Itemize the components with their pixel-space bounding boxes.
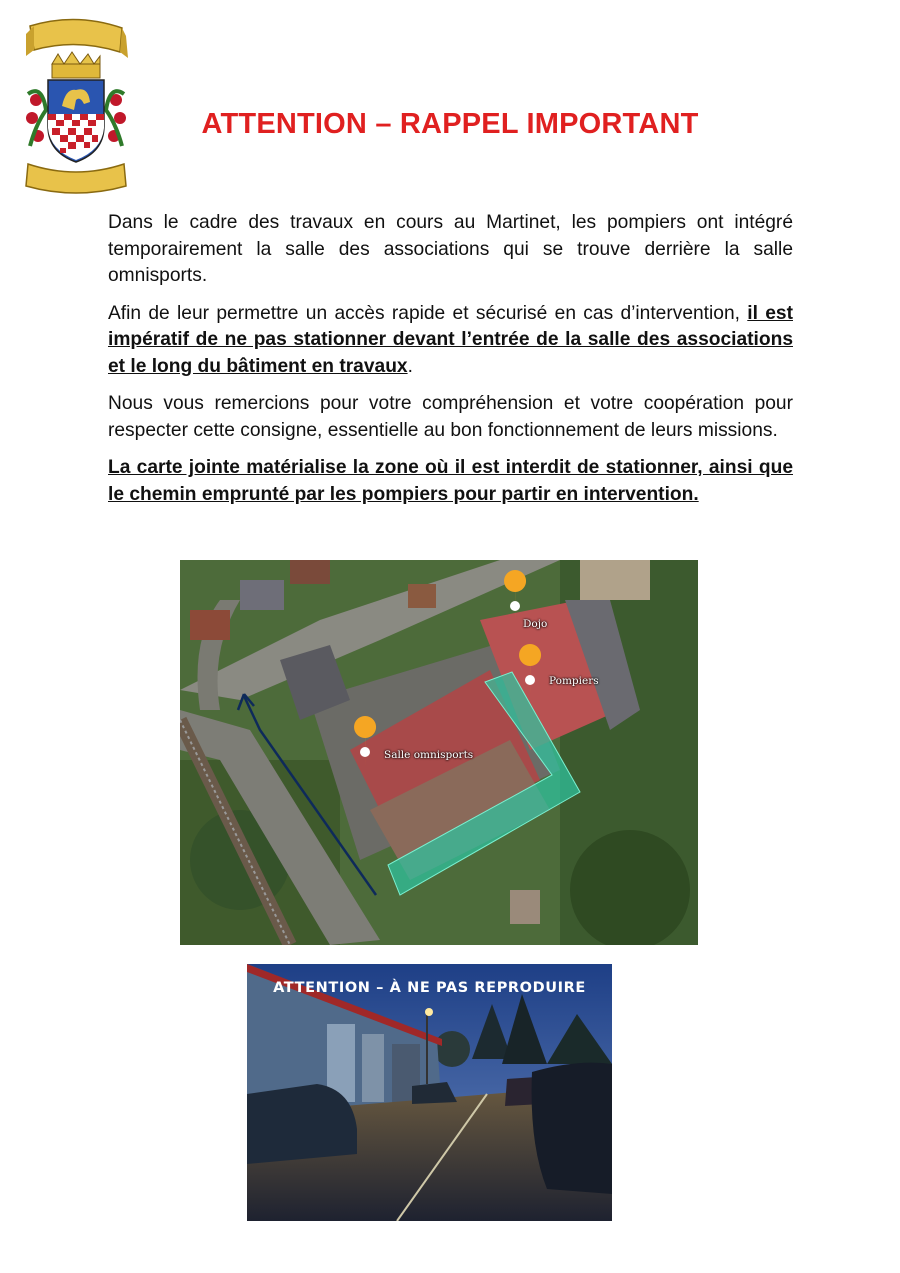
map-label-pompiers: Pompiers bbox=[549, 675, 599, 687]
paragraph-2-end: . bbox=[407, 355, 413, 377]
paragraph-4-map-note: La carte jointe matérialise la zone où il est interdit de stationner, ainsi que le chemin emprunté par les pompiers pour partir en intervention. bbox=[108, 457, 793, 505]
map-label-salle-omnisports: Salle omnisports bbox=[384, 749, 474, 761]
body-text bbox=[108, 210, 793, 519]
warning-photo bbox=[247, 964, 612, 1221]
aerial-map bbox=[180, 560, 698, 945]
paragraph-2 bbox=[108, 301, 793, 381]
parking-prohibition-emphasis: il est impératif de ne pas stationner devant l’entrée de la salle des associations et le long du bâtiment en travaux bbox=[108, 302, 793, 377]
coat-of-arms-icon bbox=[22, 14, 130, 198]
paragraph-1: Dans le cadre des travaux en cours au Martinet, les pompiers ont intégré temporairement la salle des associations qui se trouve derrière la salle omnisports. bbox=[108, 212, 793, 286]
coat-of-arms-logo bbox=[22, 14, 130, 198]
page-title: ATTENTION – RAPPEL IMPORTANT bbox=[201, 108, 699, 140]
photo-warning-caption: ATTENTION – À NE PAS REPRODUIRE bbox=[273, 980, 586, 996]
warning-photo-image bbox=[247, 964, 612, 1221]
paragraph-2-start: Afin de leur permettre un accès rapide et sécurisé en cas d’intervention, bbox=[108, 302, 748, 324]
paragraph-3: Nous vous remercions pour votre compréhension et votre coopération pour respecter cette consigne, essentielle au bon fonctionnement de leurs missions. bbox=[108, 393, 793, 441]
map-label-dojo: Dojo bbox=[523, 618, 548, 630]
